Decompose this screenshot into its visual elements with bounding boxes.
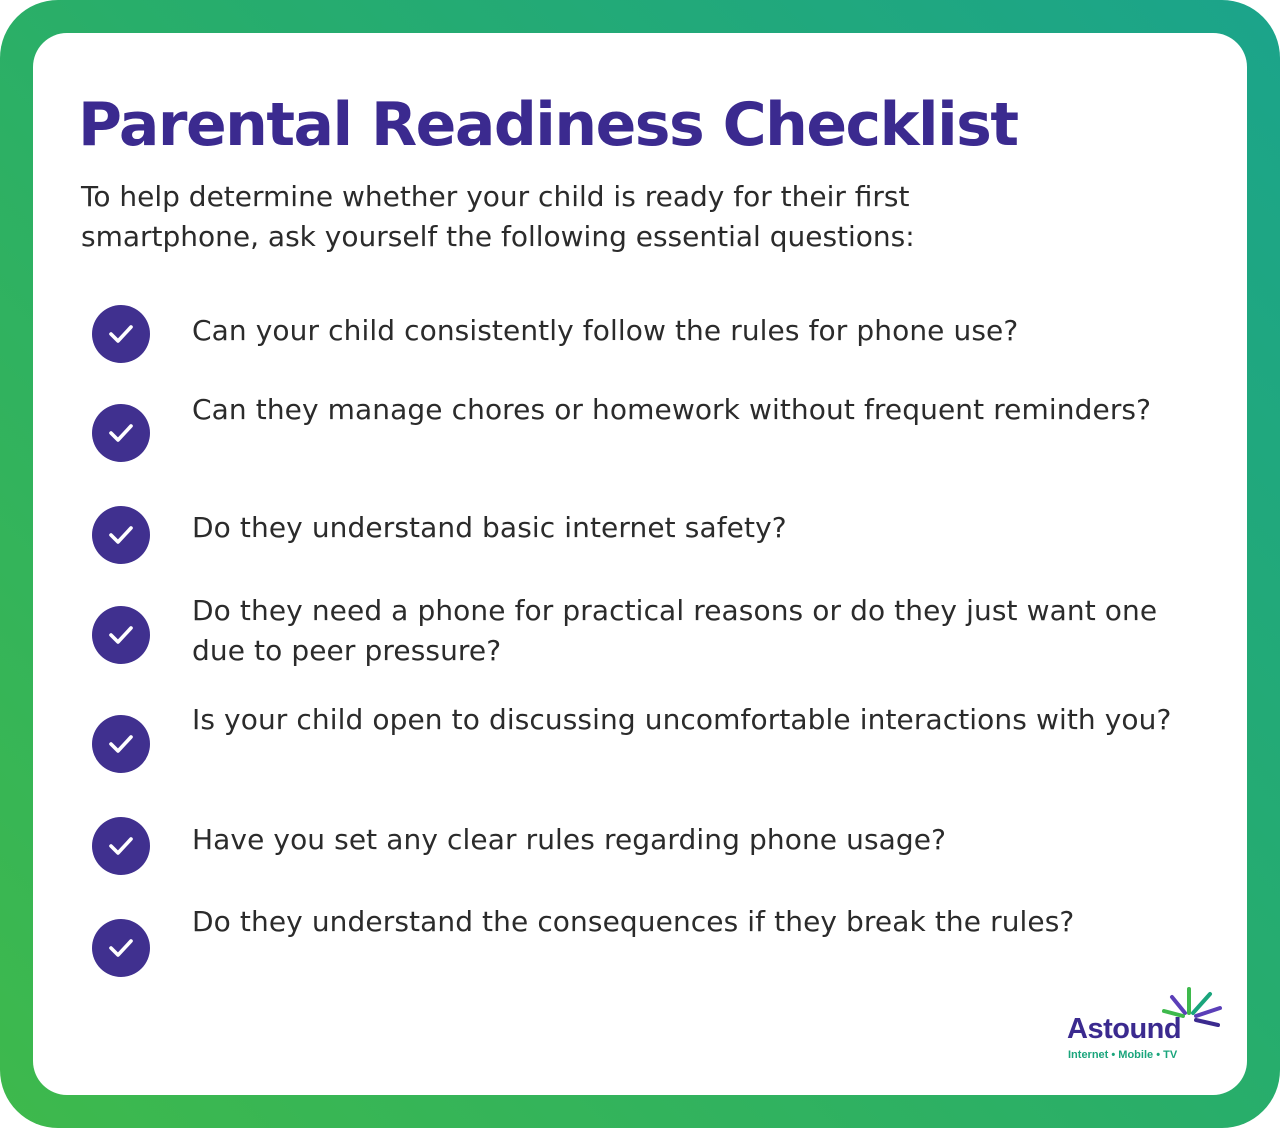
checklist-item-text: Is your child open to discussing uncomfortable interactions with you? [192, 703, 1172, 736]
checkmark-icon [92, 919, 150, 977]
logo-tagline: Internet • Mobile • TV [1068, 1049, 1178, 1061]
checklist-item-text: Have you set any clear rules regarding phone usage? [192, 823, 947, 856]
checklist-item-text: Do they need a phone for practical reasons or do they just want one due to peer pressure? [192, 594, 1158, 667]
intro-text: To help determine whether your child is ready for their first smartphone, ask yourself the following essential questions: [81, 180, 915, 253]
checkmark-icon [92, 305, 150, 363]
checklist-item-text: Do they understand the consequences if they break the rules? [192, 905, 1075, 938]
checklist-card [33, 33, 1247, 1095]
checkmark-icon [92, 715, 150, 773]
checklist-item-text: Do they understand basic internet safety? [192, 511, 787, 544]
astound-logo [1063, 983, 1228, 1063]
checklist-item-text: Can they manage chores or homework without frequent reminders? [192, 393, 1152, 426]
checkmark-icon [92, 506, 150, 564]
checklist-item-text: Can your child consistently follow the rules for phone use? [192, 314, 1019, 347]
page-title: Parental Readiness Checklist [78, 90, 1018, 160]
logo-wordmark: Astound [1067, 1013, 1182, 1045]
checkmark-icon [92, 404, 150, 462]
checkmark-icon [92, 606, 150, 664]
checkmark-icon [92, 817, 150, 875]
